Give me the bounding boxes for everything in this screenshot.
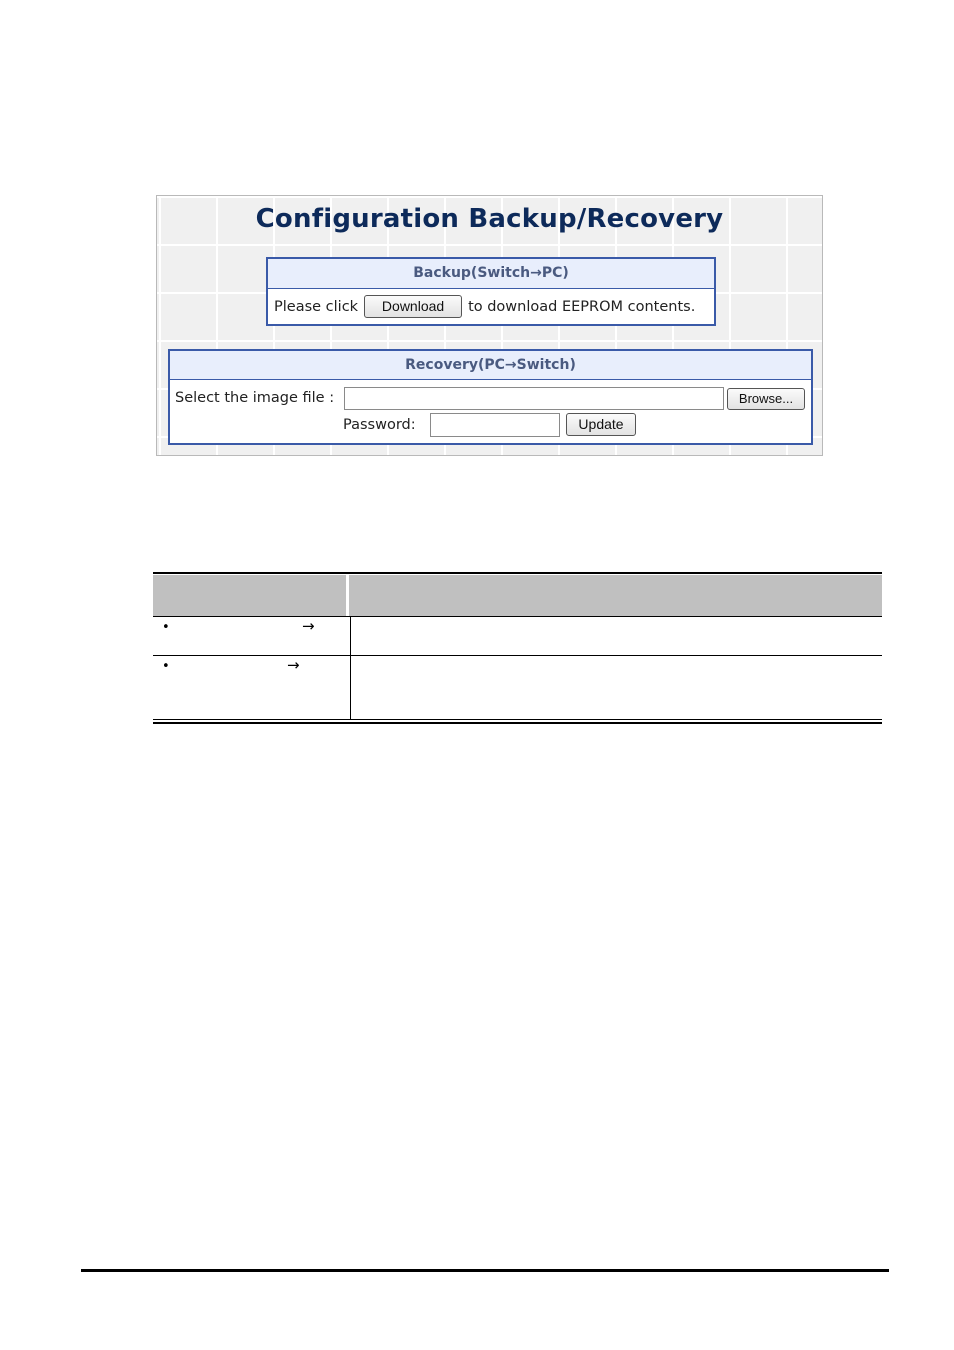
backup-suffix-text: to download EEPROM contents. xyxy=(468,298,696,315)
table-column-divider xyxy=(350,616,351,720)
footer-rule xyxy=(81,1269,889,1272)
browse-button[interactable]: Browse... xyxy=(727,388,805,410)
config-backup-panel xyxy=(156,195,823,456)
image-file-label: Select the image file : xyxy=(175,390,335,406)
update-button[interactable]: Update xyxy=(566,413,636,436)
table-row-rule xyxy=(153,616,882,617)
arrow-right-icon: → xyxy=(302,617,315,635)
backup-header: Backup(Switch→PC) xyxy=(268,259,714,289)
backup-prefix-text: Please click xyxy=(274,298,359,315)
password-input[interactable] xyxy=(430,413,560,437)
page-title: Configuration Backup/Recovery xyxy=(255,204,724,234)
arrow-right-icon: → xyxy=(287,656,300,674)
table-row-rule xyxy=(153,655,882,656)
download-button[interactable]: Download xyxy=(364,295,462,318)
table-bottom-rule xyxy=(153,722,882,724)
recovery-section xyxy=(168,349,813,445)
backup-row xyxy=(274,295,695,318)
recovery-header: Recovery(PC→Switch) xyxy=(170,351,811,380)
image-file-input[interactable] xyxy=(344,387,724,410)
password-label: Password: xyxy=(343,417,416,433)
backup-section xyxy=(266,257,716,326)
bullet-icon: • xyxy=(162,620,170,635)
table-top-rule xyxy=(153,572,882,574)
table-bottom-rule xyxy=(153,719,882,720)
bullet-icon: • xyxy=(162,659,170,674)
table-header-divider xyxy=(346,575,349,616)
table-header-row xyxy=(153,575,882,616)
